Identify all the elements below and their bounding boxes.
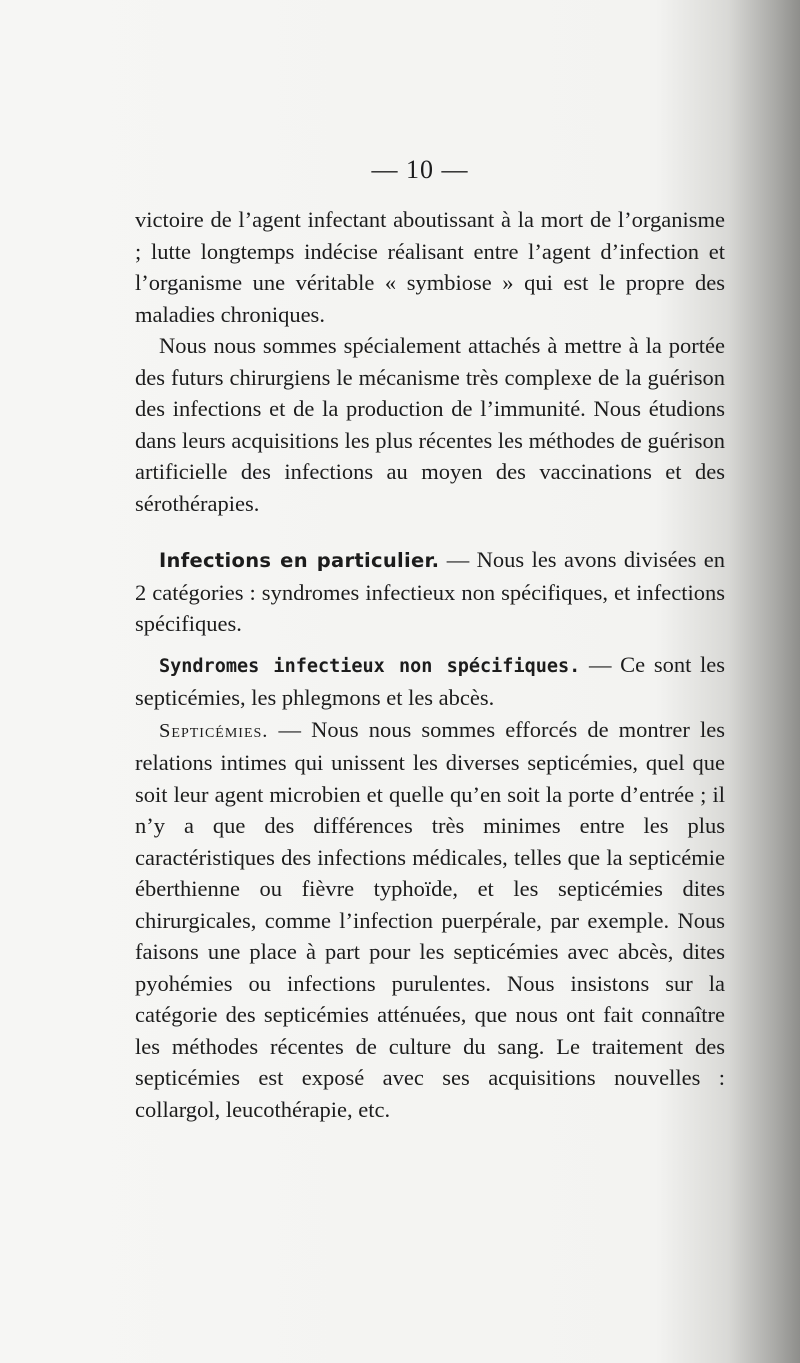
section-text: — Nous les avons divisées en 2 catégories : syndromes infectieux non spécifiques, et infections spécifiques.: [135, 547, 725, 636]
section-syndromes-infectieux: [135, 649, 725, 714]
paragraph-continuation: victoire de l’agent infectant aboutissant à la mort de l’organisme ; lutte longtemps indécise réalisant entre l’agent d’infection et l’organisme une véritable « symbiose » qui est le propre des maladies chroniques.: [135, 207, 725, 327]
section-text: — Nous nous sommes efforcés de montrer les relations intimes qui unissent les diverses septicémies, quel que soit leur agent microbien et quelle qu’en soit la porte d’entrée ; il n’y a que des différences très minimes entre les plus caractéristiques des infections médicales, telles que la septicémie éberthienne ou fièvre typhoïde, et les septicémies dites chirurgicales, comme l’infection puerpérale, par exemple. Nous faisons une place à part pour les septicémies avec abcès, dites pyohémies ou infections purulentes. Nous insistons sur la catégorie des septicémies atténuées, que nous ont fait connaître les méthodes récentes de culture du sang. Le traitement des septicémies est exposé avec ses acquisitions nouvelles : collargol, leucothérapie, etc.: [135, 716, 725, 1122]
page-body: [135, 204, 725, 1125]
section-infections-en-particulier: [135, 544, 725, 640]
page-number: — 10 —: [371, 155, 469, 184]
paragraph-immunity: Nous nous sommes spécialement attachés à mettre à la portée des futurs chirurgiens le mécanisme très complexe de la guérison des infections et de la production de l’immunité. Nous étudions dans leurs acquisitions les plus récentes les méthodes de guérison artificielle des infections au moyen des vaccinations et des sérothérapies.: [135, 333, 725, 516]
section-septicemies: [135, 714, 725, 1126]
section-text: — Ce sont les septicémies, les phlegmons et les abcès.: [135, 651, 725, 710]
section-heading: Septicémies.: [159, 719, 269, 742]
section-heading: Infections en particulier.: [159, 549, 440, 572]
section-heading: Syndromes infectieux non spécifiques.: [159, 655, 581, 677]
